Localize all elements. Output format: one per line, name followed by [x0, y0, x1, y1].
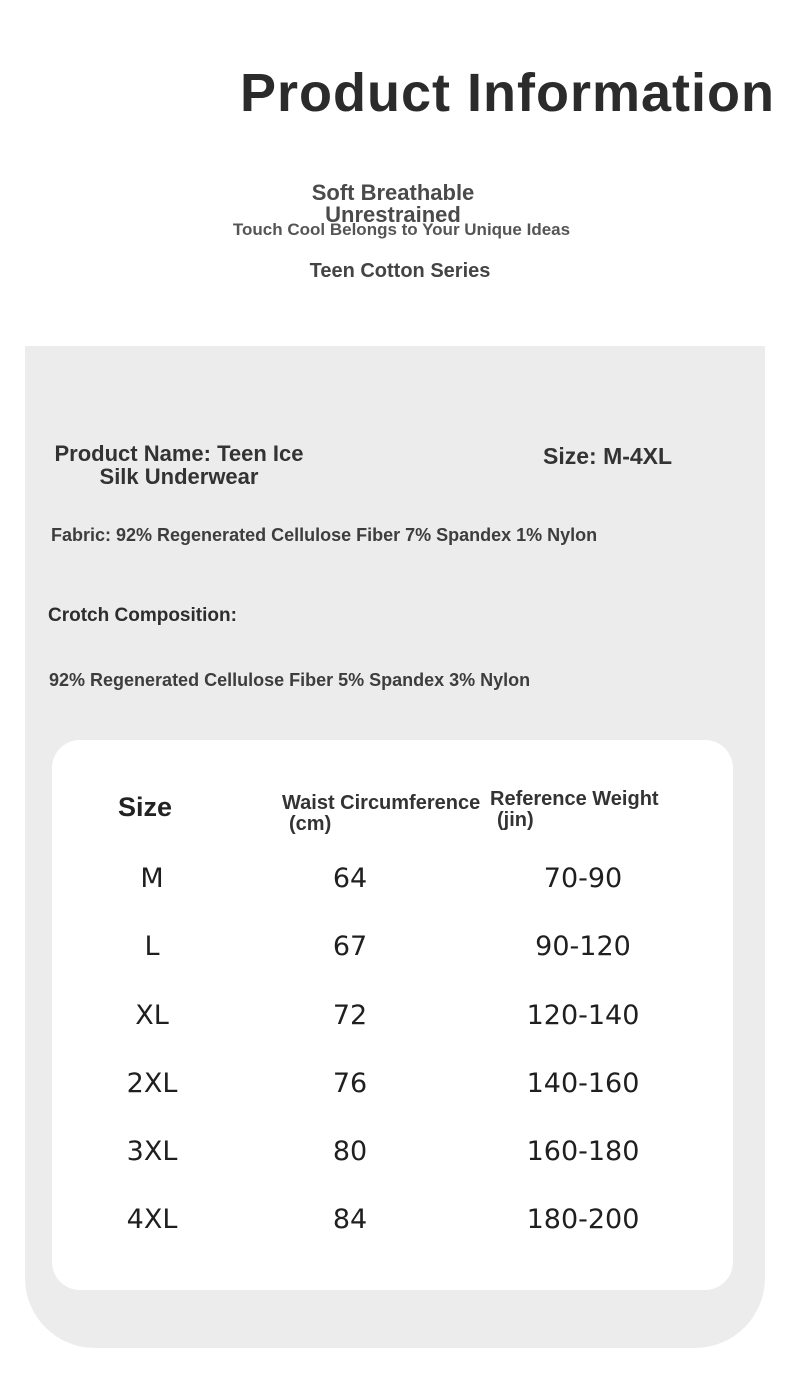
cell-size: 2XL — [126, 1068, 178, 1099]
cell-waist: 67 — [332, 931, 368, 962]
table-row — [0, 927, 790, 967]
table-row — [0, 1132, 790, 1172]
cell-weight: 160-180 — [526, 1136, 640, 1167]
cell-waist: 72 — [332, 1000, 368, 1031]
table-row — [0, 996, 790, 1036]
page-title: Product Information — [240, 63, 775, 123]
header-size: Size — [118, 792, 173, 822]
table-row — [0, 859, 790, 899]
tagline-secondary: Touch Cool Belongs to Your Unique Ideas — [232, 220, 571, 239]
cell-weight: 70-90 — [543, 863, 623, 894]
cell-weight: 120-140 — [526, 1000, 640, 1031]
size-range: Size: M-4XL — [543, 443, 673, 469]
cell-waist: 84 — [332, 1204, 368, 1235]
cell-size: M — [140, 863, 164, 894]
series-name: Teen Cotton Series — [309, 260, 491, 282]
cell-waist: 76 — [332, 1068, 368, 1099]
table-row — [0, 1200, 790, 1240]
cell-size: L — [144, 931, 160, 962]
cell-size: 3XL — [126, 1136, 178, 1167]
crotch-composition-label: Crotch Composition: — [48, 605, 237, 626]
cell-weight: 180-200 — [526, 1204, 640, 1235]
header-waist-unit: (cm) — [289, 813, 332, 835]
header-waist — [282, 793, 518, 835]
cell-size: XL — [135, 1000, 169, 1031]
header-weight-title: Reference Weight — [490, 788, 659, 810]
fabric-composition: Fabric: 92% Regenerated Cellulose Fiber 7% Spandex 1% Nylon — [51, 525, 598, 545]
tagline-primary: Soft Breathable Unrestrained — [311, 180, 475, 227]
header-weight-unit: (jin) — [497, 809, 534, 831]
cell-weight: 140-160 — [526, 1068, 640, 1099]
product-name: Product Name: Teen Ice Silk Underwear — [54, 441, 304, 489]
crotch-composition-value: 92% Regenerated Cellulose Fiber 5% Spandex 3% Nylon — [49, 670, 531, 690]
cell-waist: 80 — [332, 1136, 368, 1167]
cell-weight: 90-120 — [535, 931, 631, 962]
table-row — [0, 1064, 790, 1104]
cell-size: 4XL — [126, 1204, 178, 1235]
header-weight — [490, 789, 720, 831]
cell-waist: 64 — [332, 863, 368, 894]
header-waist-title: Waist Circumference — [282, 792, 481, 814]
